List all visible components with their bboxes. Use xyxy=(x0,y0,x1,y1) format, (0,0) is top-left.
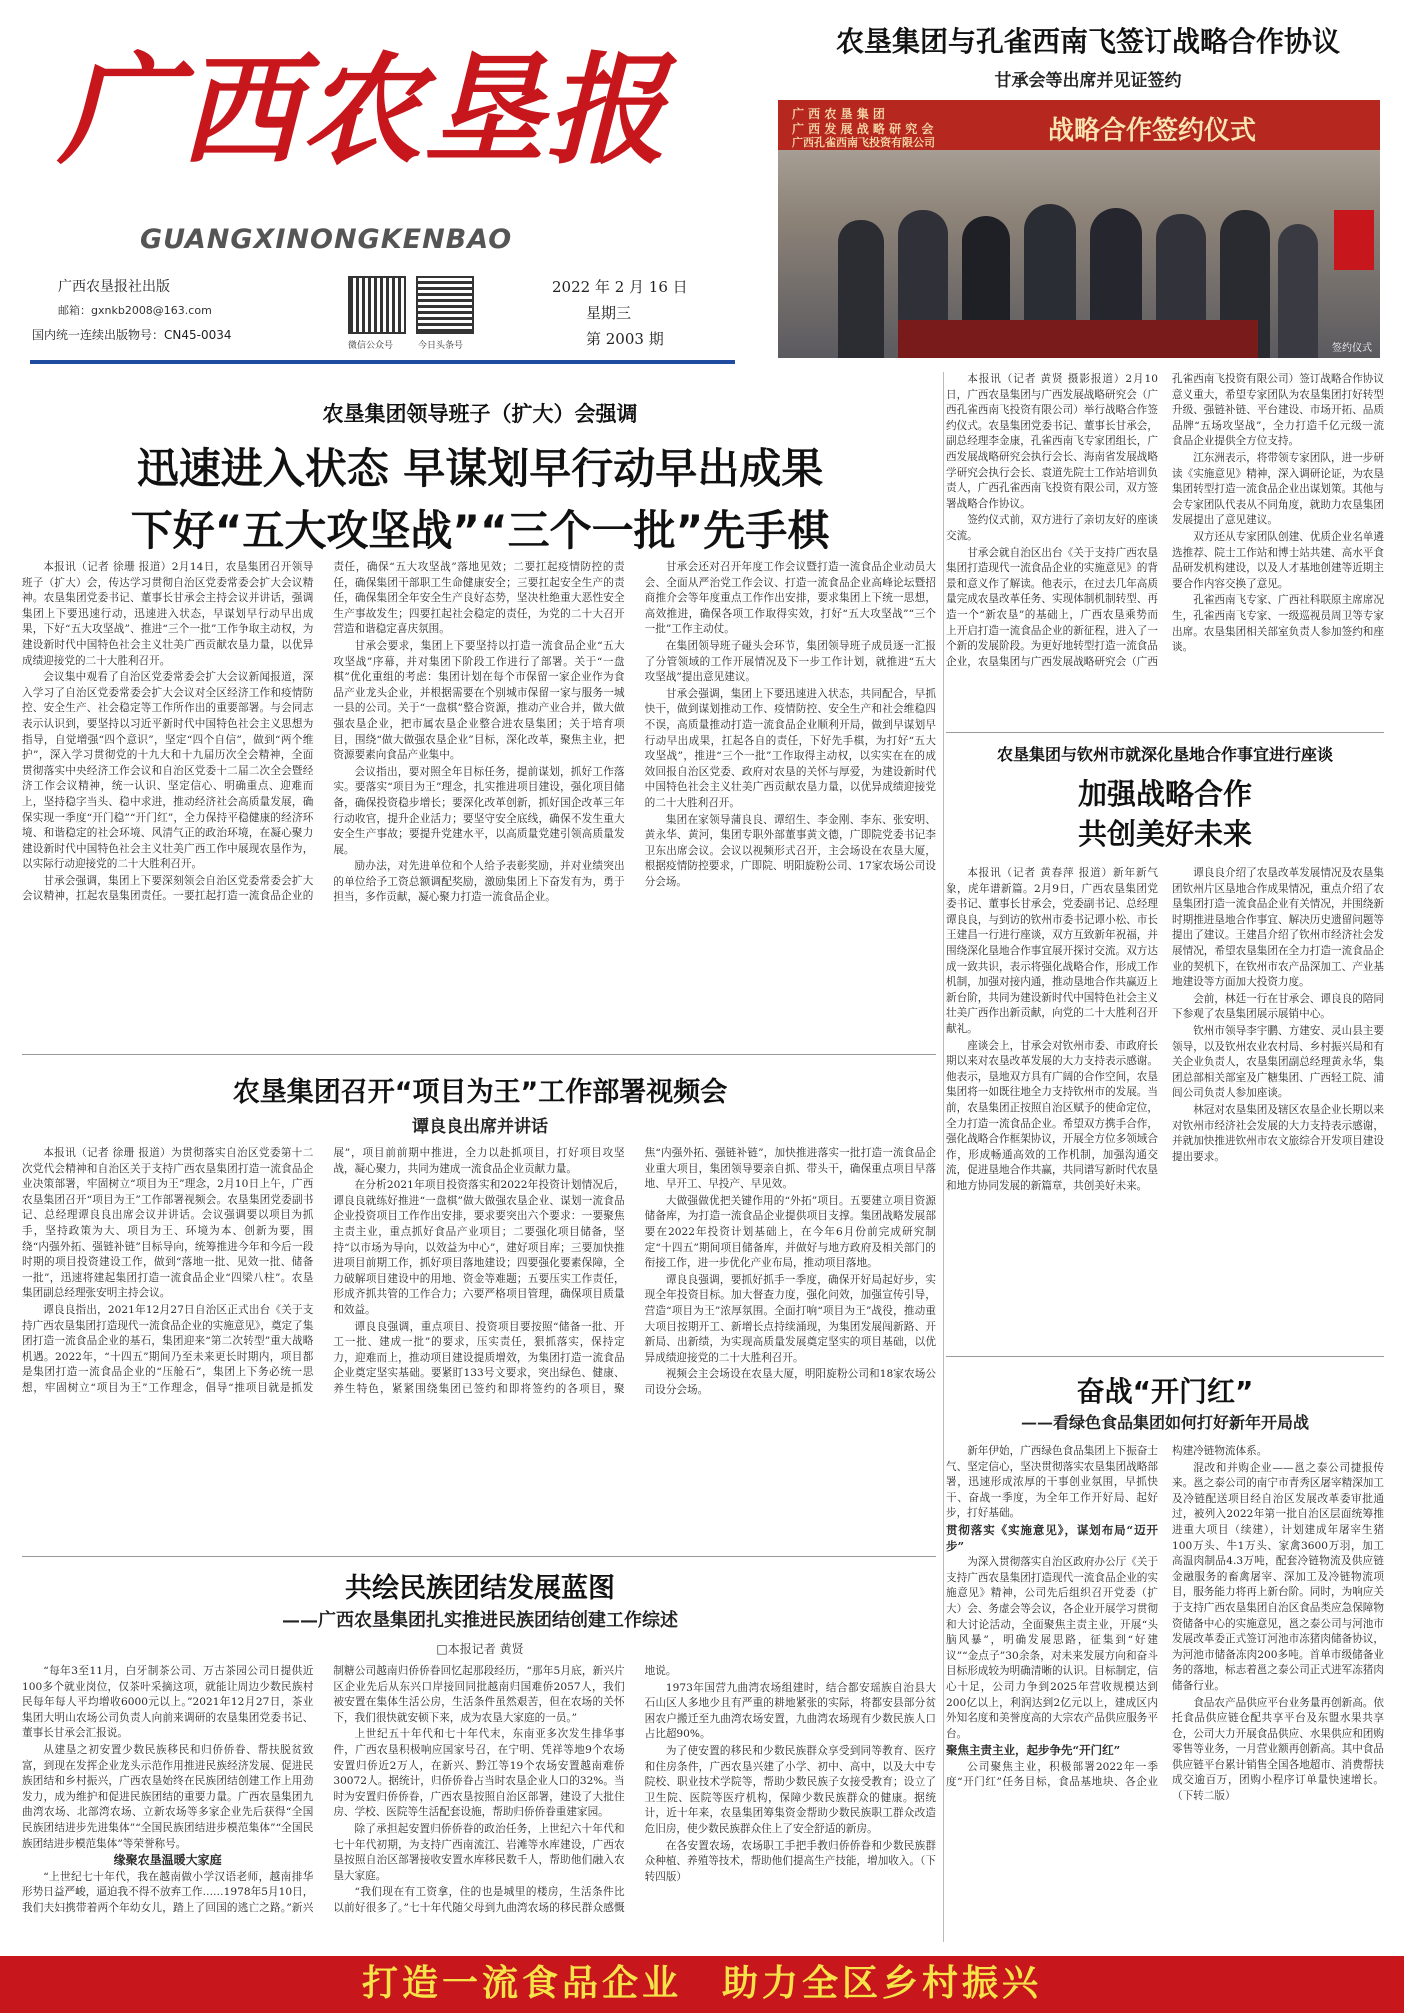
project-subhead: 谭良良出席并讲话 xyxy=(412,1117,548,1137)
qr2-caption: 今日头条号 xyxy=(418,341,464,351)
top-story-p5: 双方还从专家团队创建、优质企业名单遴选推荐、院士工作站和博士站共建、高水平食品研发机构建设，以及人才基地创建等近期主要合作内容交换了意见。 xyxy=(1172,530,1384,590)
kaimen-p4: 混改和并购企业——邕之泰公司捷报传来。邕之泰公司的南宁市青秀区屠宰精深加工及冷链配送项目经自治区发展改革委审批通过，被列入2022年第一批自治区层面统筹推进重大项目（续建），计划建成年屠宰生猪100万头、牛1万头、家禽3600万羽，加工高温肉制品4.3万吨，配套冷链物流及供应链金融服务的畜禽屠宰、深加工及冷链物流项目，服务能力将再上新台阶。同时，为响应关于支持广西农垦集团自治区食品类应急保障物资储备中心的实施意见，邕之泰公司与河池市发展改革委正式签订河池市冻猪肉储备协议，为河池市储备冻肉200多吨。首单市级储备业务的落地，标志着邕之泰公司正式进军冻猪肉储备行业。 xyxy=(1172,1461,1384,1692)
issue-weekday: 星期三 xyxy=(586,304,632,322)
project-p2: 谭良良指出，2021年12月27日自治区正式出台《关于支持广西农垦集团打造现代一流食品企业的实施意见》，奠定了集团打造一流食品企业的基石，集团迎来“第二次转型”重大战略机遇。2022年，“十四五”期间乃至未来更长时期内，项目都是集团打造一流食品企业的“压舱石”，集团上下务必统一思想，牢固树立“项目为王”工作理念，倡导“推项目就是抓发展”，项目前前期中推进，全力以赴抓项目，打好项目攻坚战，凝心聚力，共同为建成一流食品企业贡献力量。 xyxy=(22,1147,625,1394)
kaimen-subhead: ——看绿色食品集团如何打好新年开局战 xyxy=(1020,1413,1309,1432)
lead-p4: 甘承会要求，集团上下要坚持以打造一流食品企业“五大攻坚战”序幕，并对集团下阶段工作进行了部署。关于“一盘棋”优化重组的考虑：集团计划在每个市保留一家企业作为食品产业龙头企业，并根据需要在个别城市保留一家与服务一城一县的公司。关于“一盘棋”整合资源，推动产业合并，做大做强农垦企业，把市属农垦企业整合进农垦集团；关于培育项目，围绕“做大做强农垦企业”目标，深化改革，聚焦主业，把资源要素向食品产业集中。 xyxy=(333,639,625,762)
top-story-p4: 江东洲表示，将带领专家团队，进一步研读《实施意见》精神，深入调研论证，为农垦集团转型打造一流食品企业出谋划策。其他与会专家团队代表从不同角度，就助力农垦集团发展提出了意见建议。 xyxy=(1172,451,1384,527)
project-p4: 谭良良强调，重点项目、投资项目要按照“储备一批、开工一批、建成一批”的要求，压实责任，狠抓落实，保持定力，迎难而上，推动项目建设提质增效，为集团打造一流食品企业奠定坚实基础。要紧盯133号文要求，突出绿色、健康、养生特色，紧紧围绕集团已签约和即将签约的各项目，聚焦“内强外拓、强链补链”，加快推进落实一批打造一流食品企业重大项目，集团领导要亲自抓、带头干，确保重点项目早落地、早开工、早投产、早见效。 xyxy=(333,1147,936,1395)
top-story-photo xyxy=(778,100,1380,358)
masthead xyxy=(0,0,772,368)
top-story-p6: 孔雀西南飞专家、广西社科联原主席席况生，孔雀西南飞专家、一级巡视员周卫等专家出席。农垦集团相关部室负责人参加签约和座谈。 xyxy=(1172,594,1384,654)
qr1-caption: 微信公众号 xyxy=(348,341,394,351)
ethnic-p2: 从建垦之初安置少数民族移民和归侨侨眷、帮扶脱贫致富，到现在发挥企业龙头示范作用推进民族经济发展、促进民族团结和乡村振兴，广西农垦始终在民族团结创建工作上用劲发力，成为维护和促进民族团结的重要力量。广西农垦集团九曲湾农场、北部湾农场、立新农场等多家企业先后获得“全国民族团结进步先进集体”“全国民族团结进步模范集体”“全国民族团结进步模范集体”等荣誉称号。 xyxy=(22,1743,314,1850)
kaimen-section-2: 聚焦主责主业，起步争先“开门红” xyxy=(946,1743,1121,1758)
divider-lead xyxy=(22,1054,936,1055)
issue-number: 第 2003 期 xyxy=(586,330,664,348)
ethnic-byline: □本报记者 黄贤 xyxy=(436,1642,524,1656)
ethnic-p1: “每年3至11月，白牙制茶公司、万古茶园公司日提供近100多个就业岗位，仅茶叶采摘这项，就能让周边少数民族村民每年每人平均增收6000元以上。”2021年12月27日，茶业集团大明山农场公司负责人向前来调研的农垦集团党委书记、董事长甘承会汇报说。 xyxy=(22,1665,314,1740)
ethnic-p4: 上世纪五十年代和七十年代末，东南亚多次发生排华事件，广西农垦积极响应国家号召，在宁明、凭祥等地9个农场安置归侨近2万人，在新兴、黔江等19个农场安置越南难侨30072人。据统计，归侨侨眷占当时农垦企业人口的32%。当时为安置归侨侨眷，广西农垦按照自治区部署，建设了大批住房、学校、医院等生活配套设施，帮助归侨侨眷重建家园。 xyxy=(333,1728,625,1819)
project-p3: 在分析2021年项目投资落实和2022年投资计划情况后，谭良良就练好推进“一盘棋”做大做强农垦企业、谋划一流食品企业投资项目工作作出安排，要求要突出六个要求：一要聚焦主责主业，重点抓好食品产业项目；二要强化项目储备，坚持“以市场为导向，以效益为中心”，建好项目库；三要加快推进项目前期工作，抓好项目落地建设；四要强化要素保障，全力破解项目建设中的用地、资金等难题；五要压实工作责任，形成齐抓共管的工作合力；六要严格项目管理，确保项目质量和效益。 xyxy=(333,1179,625,1316)
top-story-p2: 签约仪式前，双方进行了亲切友好的座谈交流。 xyxy=(946,514,1158,542)
lead-p9: 甘承会强调，集团上下要迅速进入状态，共同配合，早抓快干，做到谋划推动工作、疫情防控、安全生产和社会维稳四不误，高质量推动打造一流食品企业顺利开局，做到早谋划早行动早出成果，扛起各自的责任，下好先手棋，为打好“五大攻坚战”，推进“三个一批”工作取得主动权，以实实在在的成效回报自治区党委、政府对农垦的关怀与厚爱，为建设新时代中国特色社会主义壮美广西贡献农垦力量，以优异成绩迎接党的二十大胜利召开。 xyxy=(644,687,936,809)
ethnic-p8: 为了使安置的移民和少数民族群众享受到同等教育、医疗和住房条件，广西农垦兴建了小学、初中、高中，以及大中专院校、职业技术学院等，帮助少数民族子女接受教育；设立了卫生院、医院等医疗机构，保障少数民族群众的健康。据统计，近十年来，农垦集团筹集资金帮助少数民族职工群众改造危旧房，使少数民族群众住上了安全舒适的新房。 xyxy=(644,1744,936,1835)
top-story-headline: 农垦集团与孔雀西南飞签订战略合作协议 xyxy=(835,25,1340,58)
photo-caption: 签约仪式 xyxy=(1332,343,1372,354)
kaimen-p5: 食品农产品供应平台业务量再创新高。依托食品供应链仓配共享平台及东盟水果共享仓，公司大力开展食品供应、水果供应和团购零售等业务，一月营业额再创新高。其中食品供应链平台累计销售全国各地超市、消费帮扶成交逾百万，团购小程序订单量快速增长。（下转二版） xyxy=(1172,1696,1384,1803)
kaimen-section-1: 贯彻落实《实施意见》，谋划布局“迈开步” xyxy=(946,1522,1158,1553)
lead-p8: 在集团领导班子碰头会环节，集团领导班子成员逐一汇报了分管领域的工作开展情况及下一步工作计划，就推进“五大攻坚战”提出意见建议。 xyxy=(644,639,936,684)
top-story-body xyxy=(946,372,1384,726)
lead-p3: 甘承会强调，集团上下要深刻领会自治区党委常委会扩大会议精神，扛起农垦集团责任。一要扛起打造一流食品企业的责任，确保“五大攻坚战”落地见效；二要扛起疫情防控的责任，确保集团干部职工生命健康安全；三要扛起安全生产的责任，确保集团全年安全生产良好态势，坚决杜绝重大恶性安全生产事故发生；四要扛起社会稳定的责任，为党的二十大召开营造和谐稳定喜庆氛围。 xyxy=(22,561,625,903)
project-story-body xyxy=(22,1146,936,1558)
top-story-subhead: 甘承会等出席并见证签约 xyxy=(994,71,1182,91)
ethnic-headline: 共绘民族团结发展蓝图 xyxy=(345,1573,615,1604)
qr-code-wechat[interactable] xyxy=(348,276,406,334)
kaimen-p1: 新年伊始，广西绿色食品集团上下振奋士气、坚定信心，坚决贯彻落实农垦集团战略部署，迅速形成浓厚的干事创业氛围，早抓快干、奋战一季度，为全年工作开好局、起好步，打好基础。 xyxy=(946,1445,1158,1520)
qinzhou-story-body xyxy=(946,866,1384,1350)
ethnic-p3: “上世纪七十年代，我在越南做小学汉语老师，越南排华形势日益严峻，逼迫我不得不放弃工作……1978年5月10日，我们夫妇携带着两个年幼女儿，踏上了回国的逃亡之路。”新兴制糖公司越南归侨侨眷回忆起那段经历，“那年5月底，新兴片区企业先后从东兴口岸接回同批越南归国难侨2057人，我们被安置在集体生活公房，生活条件虽然艰苦，但在农场的关怀下，我们很快就安顿下来，成为农垦大家庭的一员。” xyxy=(22,1665,625,1914)
qinzhou-headline-2: 共创美好未来 xyxy=(1077,817,1252,851)
column-divider xyxy=(943,372,944,1942)
photo-banner-1: 广 西 农 垦 集 团 xyxy=(792,107,885,121)
qinzhou-p1: 本报讯（记者 黄春萍 报道）新年新气象，虎年谱新篇。2月9日，广西农垦集团党委书记、董事长甘承会，党委副书记、总经理谭良良，与到访的钦州市委书记谭小松、市长王建昌一行进行座谈，双方互致新年祝福，并围绕深化垦地合作事宜展开探讨交流。双方达成一致共识，表示将强化战略合作，形成工作机制，加强对接内通，推动垦地合作共赢迈上新台阶，共同为建设新时代中国特色社会主义壮美广西作出新贡献，向党的二十大胜利召开献礼。 xyxy=(946,867,1158,1035)
issue-date: 2022 年 2 月 16 日 xyxy=(552,278,688,296)
divider-project xyxy=(22,1556,936,1557)
publisher: 广西农垦报社出版 xyxy=(58,279,170,295)
qinzhou-p2: 座谈会上，甘承会对钦州市委、市政府长期以来对农垦改革发展的大力支持表示感谢。他表示，垦地双方具有广阔的合作空间，农垦集团将一如既往地全力支持钦州市的发展。当前，农垦集团正按照自治区赋予的使命定位，全力打造一流食品企业。希望双方携手合作，强化战略合作框架协议，开展全方位多领域合作，形成畅通高效的工作机制，加强沟通交流，促进垦地合作共赢，共同谱写新时代农垦和地方协同发展的新篇章，共创美好未来。 xyxy=(946,1039,1158,1192)
qinzhou-p6: 林冠对农垦集团及辖区农垦企业长期以来对钦州市经济社会发展的大力支持表示感谢，并就加快推进钦州市农文旅综合开发项目建设提出要求。 xyxy=(1172,1103,1384,1163)
kaimen-p3: 公司聚焦主业，积极部署2022年一季度“开门红”任务目标，食品基地块、各企业构建冷链物流体系。 xyxy=(946,1445,1268,1789)
lead-p5: 会议指出，要对照全年目标任务，提前谋划，抓好工作落实。要落实“项目为王”理念，扎实推进项目建设，强化项目储备，确保投资稳步增长；要深化改革创新，抓好国企改革三年行动收官，提升企业活力；要坚守安全底线，确保不发生重大安全生产事故；要提升党建水平，以高质量党建引领高质量发展。 xyxy=(333,765,625,856)
ethnic-p7: 1973年国营九曲湾农场组建时，结合都安瑶族自治县大石山区人多地少且有严重的耕地紧张的实际，将都安县部分贫困农户搬迁至九曲湾农场安置，九曲湾农场现有少数民族人口占比超90%。 xyxy=(644,1681,936,1741)
lead-p7: 甘承会还对召开年度工作会议暨打造一流食品企业动员大会、全面从严治党工作会议、打造一流食品企业高峰论坛暨招商推介会等年度重点工作作出安排，要求集团上下统一思想，高效推进，确保各项工作取得实效，打好“五大攻坚战”“三个一批”工作主动仗。 xyxy=(644,561,936,636)
qinzhou-p5: 钦州市领导李宇鹏、方建安、灵山县主要领导，以及钦州农业农村局、乡村振兴局和有关企业负责人，农垦集团副总经理黄永华，集团总部相关部室及广糖集团、广西轻工院、浦闾公司负责人参加座谈。 xyxy=(1172,1024,1384,1100)
lead-story-body xyxy=(22,560,936,1064)
lead-p10: 集团在家领导蒲良良、谭绍生、李金刚、李东、张安明、黄永华、黄河，集团专职外部董事黄文德，广即院党委书记李卫东出席会议。会议以视频形式召开，主会场设在农垦大厦，根据疫情防控要求，广即院、明阳旋粉公司、17家农场公司设分会场。 xyxy=(644,813,936,888)
photo-banner-3: 广西孔雀西南飞投资有限公司 xyxy=(792,136,935,149)
lead-headline-1: 迅速进入状态 早谋划早行动早出成果 xyxy=(136,444,824,493)
lead-kicker: 农垦集团领导班子（扩大）会强调 xyxy=(322,401,638,426)
masthead-pinyin: GUANGXINONGKENBAO xyxy=(140,224,513,255)
project-headline: 农垦集团召开“项目为王”工作部署视频会 xyxy=(232,1077,728,1108)
qinzhou-p4: 会前，林廷一行在甘承会、谭良良的陪同下参观了农垦集团展示展销中心。 xyxy=(1172,992,1384,1021)
ethnic-p9: 在各安置农场，农场职工手把手教归侨侨眷和少数民族群众种植、养殖等技术，帮助他们提高生产技能，增加收入。（下转四版） xyxy=(644,1839,936,1883)
qinzhou-headline-1: 加强战略合作 xyxy=(1077,777,1252,811)
email: 邮箱：gxnkb2008@163.com xyxy=(58,304,212,317)
footer-slogan: 打造一流食品企业 助力全区乡村振兴 xyxy=(361,1963,1042,2004)
project-p1: 本报讯（记者 徐珊 报道）为贯彻落实自治区党委第十二次党代会精神和自治区关于支持广西农垦集团打造一流食品企业决策部署，牢固树立“项目为王”理念，2月10日上午，广西农垦集团召开“项目为王”工作部署视频会。农垦集团党委副书记、总经理谭良良出席会议并讲话。会议强调要以项目为抓手，坚持政策为大、项目为王、环境为本、创新为要，围绕“内强外拓、强链补链”目标导向，统筹推进今年和今后一段时期的项目投资建设工作，做到“落地一批、见效一批、储备一批”，迅速将建起集团打造一流食品企业“四梁八柱”。农垦集团副总经理张安明主持会议。 xyxy=(22,1147,314,1300)
lead-p6: 励办法，对先进单位和个人给予表彰奖励，并对业绩突出的单位给予工资总额调配奖励，激励集团上下奋发有为，勇于担当，多作贡献，凝心聚力打造一流食品企业。 xyxy=(333,860,625,904)
ethnic-subhead: ——广西农垦集团扎实推进民族团结创建工作综述 xyxy=(282,1610,678,1631)
divider-qinzhou xyxy=(946,1356,1384,1357)
top-story-p1: 本报讯（记者 黄贤 摄影报道）2月10日，广西农垦集团与广西发展战略研究会（广西孔雀西南飞投资有限公司）举行战略合作签约仪式。农垦集团党委书记、董事长甘承会，副总经理李金康，孔雀西南飞专家团组长，广西发展战略研究会执行会长、海南省发展战略学研究会执行会长、袁道先院士工作站培训负责人，广西孔雀西南飞投资有限公司，双方签署战略合作协议。 xyxy=(946,373,1158,510)
kaimen-story-body xyxy=(946,1444,1384,1954)
masthead-divider xyxy=(30,360,735,364)
lead-p2: 会议集中观看了自治区党委常委会扩大会议新闻报道，深入学习了自治区党委常委会扩大会议对全区经济工作和疫情防控、安全生产、社会稳定等工作所作出的重要部署。与会同志表示认识到，要坚持以习近平新时代中国特色社会主义思想为指导，自觉增强“四个意识”，坚定“四个自信”，做到“两个维护”，深入学习贯彻党的十九大和十九届历次全会精神，全面贯彻落实中央经济工作会议和自治区党委十二届二次全会暨经济工作会议精神，统一认识、坚定信心、明确重点、迎难而上，坚持稳字当头、稳中求进，推动经济社会高质量发展，确保实现一季度“开门稳”“开门红”，全力保持平稳健康的经济环境、和谐稳定的社会环境、风清气正的政治环境，在凝心聚力建设新时代中国特色社会主义壮美广西工作中展现农垦作为，以实际行动迎接党的二十大胜利召开。 xyxy=(22,671,314,871)
project-p6: 谭良良强调，要抓好抓手一季度，确保开好局起好步，实现全年投资目标。加大督查力度，强化问效，加强宣传引导，营造“项目为王”浓厚氛围。全面打响“项目为王”战役，推动重大项目按期开工、新增长点持续涌现，为集团发展闯新路、开新局、出新绩，为实现高质量发展奠定坚实的项目基础，以优异成绩迎接党的二十大胜利召开。 xyxy=(644,1273,936,1364)
qinzhou-p3: 谭良良介绍了农垦改革发展情况及农垦集团钦州片区垦地合作成果情况，重点介绍了农垦集团打造一流食品企业有关情况，并围绕新时期推进垦地合作事宜、解决历史遗留问题等提出了建议。王建昌介绍了钦州市经济社会发展情况，希望农垦集团在全力打造一流食品企业的契机下，在钦州市农产品深加工、产业基地建设等方面加大投资力度。 xyxy=(1172,867,1384,989)
masthead-logo: 广西农垦报 xyxy=(58,40,668,181)
ethnic-p5: 除了承担起安置归侨侨眷的政治任务，上世纪六十年代和七十年代初期，为支持广西南流江、岩滩等水库建设，广西农垦按照自治区部署接收安置水库移民数千人，帮助他们融入农垦大家庭。 xyxy=(333,1822,625,1882)
qinzhou-kicker: 农垦集团与钦州市就深化垦地合作事宜进行座谈 xyxy=(996,745,1333,764)
top-story-p3: 甘承会就自治区出台《关于支持广西农垦集团打造现代一流食品企业的实施意见》的背景和意义作了解读。他表示，在过去几年高质量完成农垦改革任务、实现体制机制转型、再造一个“新农垦”的基础上，广西农垦乘势而上开启打造一流食品企业的新征程，进入了一个新的发展阶段。为更好地转型打造一流食品企业，农垦集团与广西发展战略研究会（广西孔雀西南飞投资有限公司）签订战略合作协议意义重大，希望专家团队为农垦集团打好转型升级、强链补链、平台建设、市场开拓、品质品牌“五场攻坚战”，全力打造千亿元级一流食品企业提供全方位支持。 xyxy=(946,373,1384,668)
kaimen-p2: 为深入贯彻落实自治区政府办公厅《关于支持广西农垦集团打造现代一流食品企业的实施意见》精神，公司先后组织召开党委（扩大）会、务虚会等会议，各企业开展学习贯彻和大讨论活动，全面聚焦主责主业，开展“头脑风暴”，明确发展思路，征集到“好建议”“金点子”30余条，对未来发展方向和奋斗目标形成较为明确清晰的认识。目标制定，信心十足，公司力争到2025年营收规模达到200亿以上，利润达到2亿元以上，建成区内外知名度和美誉度高的大宗农产品供应服务平台。 xyxy=(946,1556,1158,1740)
cn-number: 国内统一连续出版物号：CN45-0034 xyxy=(32,328,232,342)
lead-headline-2: 下好“五大攻坚战”“三个一批”先手棋 xyxy=(130,506,830,555)
ethnic-section-head: 缘聚农垦温暖大家庭 xyxy=(113,1853,222,1868)
photo-banner-2: 广 西 发 展 战 略 研 究 会 xyxy=(792,122,934,136)
photo-flag xyxy=(1334,210,1374,270)
lead-p1: 本报讯（记者 徐珊 报道）2月14日，农垦集团召开领导班子（扩大）会，传达学习贯彻自治区党委常委会扩大会议精神。农垦集团党委书记、董事长甘承会主持会议并讲话，强调集团上下要迅速行动，迅速进入状态，早谋划早行动早出成果，下好“五大攻坚战”、推进“三个一批”工作争取主动权，为建设新时代中国特色社会主义壮美广西贡献农垦力量，以优异成绩迎接党的二十大胜利召开。 xyxy=(22,561,314,667)
photo-table xyxy=(898,320,1258,358)
ethnic-p6: “我们现在有工资拿，住的也是城里的楼房，生活条件比以前好很多了。”七十年代随父母到九曲湾农场的移民群众感慨地说。 xyxy=(333,1665,677,1914)
photo-banner-4: 战略合作签约仪式 xyxy=(1048,116,1257,146)
kaimen-headline: 奋战“开门红” xyxy=(1076,1375,1254,1408)
divider-top-story xyxy=(946,732,1384,733)
qr-code-toutiao[interactable] xyxy=(416,276,474,334)
project-p5: 大做强做优把关键作用的“外拓”项目。五要建立项目资源储备库，为打造一流食品企业提供项目支撑。集团战略发展部要在2022年投资计划基础上，在今年6月份前完成研究制定“十四五”期间项目储备库，并做好与地方政府及相关部门的衔接工作，进一步优化产业布局，推动项目落地。 xyxy=(644,1194,936,1270)
project-p7: 视频会主会场设在农垦大厦，明阳旋粉公司和18家农场公司设分会场。 xyxy=(644,1368,936,1396)
ethnic-story-body xyxy=(22,1664,936,1954)
